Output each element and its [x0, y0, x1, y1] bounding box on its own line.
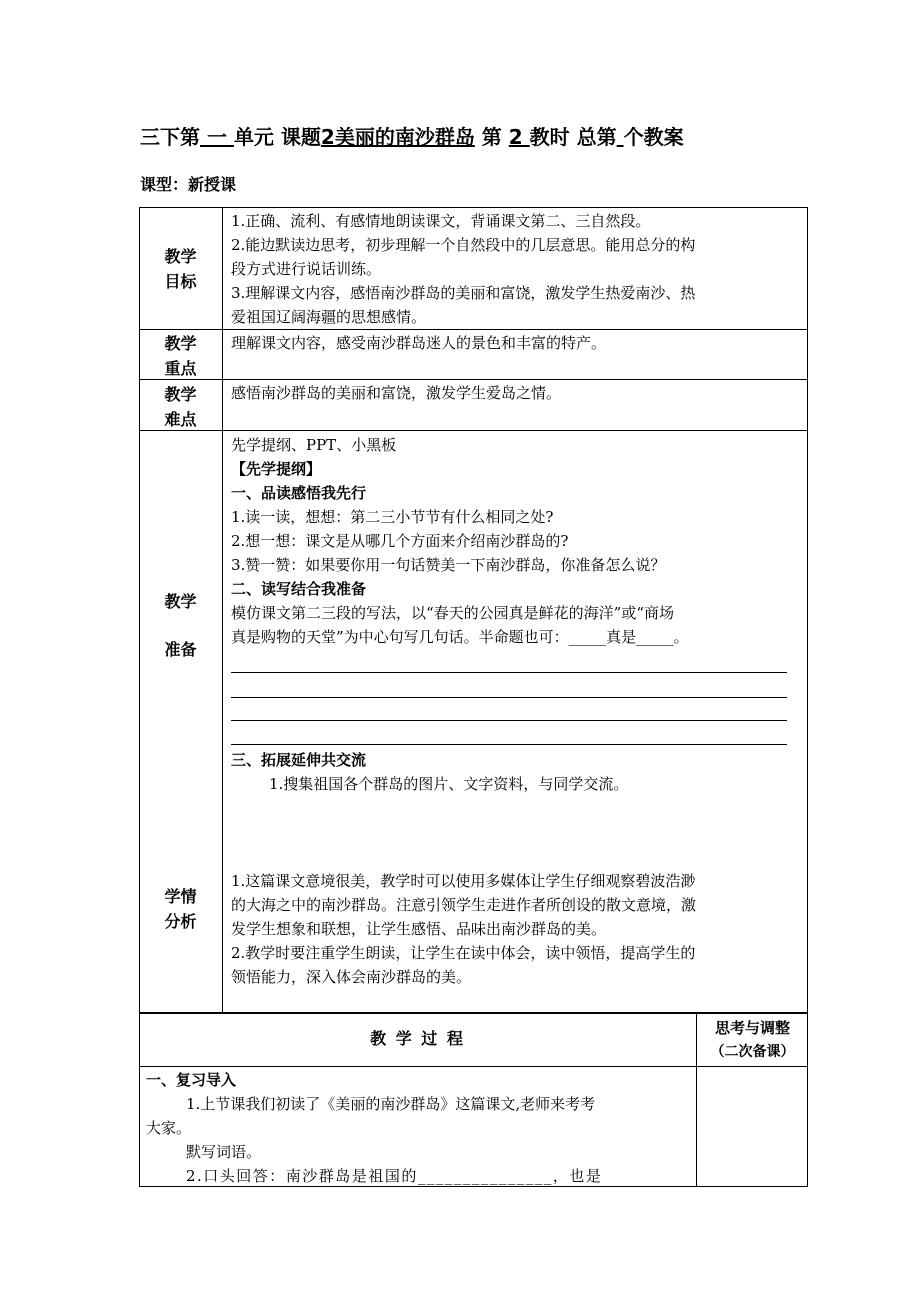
process-line: 1.上节课我们初读了《美丽的南沙群岛》这篇课文,老师来考考 [186, 1095, 596, 1113]
goal-line: 段方式进行说话训练。 [231, 260, 382, 278]
process-section-1: 一、复习导入 [146, 1071, 237, 1089]
writing-task: 真是购物的天堂”为中心句写几句话。半命题也可：_____真是_____。 [231, 628, 689, 646]
label-column-divider [222, 207, 223, 1013]
lesson-type: 课型：新授课 [140, 175, 237, 194]
row-divider-difficulty [139, 430, 808, 431]
outline-question: 1.读一读，想想：第二三小节节有什么相同之处? [231, 508, 554, 526]
writing-line [231, 720, 787, 721]
outline-question: 2.想一想：课文是从哪几个方面来介绍南沙群岛的? [231, 532, 569, 550]
unit-number: 一 [200, 125, 234, 149]
analysis-line: 发学生想象和联想，让学生感悟、品味出南沙群岛的美。 [231, 920, 607, 938]
prep-label-top: 教学 [164, 592, 197, 611]
goal-line: 2.能边默读边思考，初步理解一个自然段中的几层意思。能用总分的构 [231, 236, 696, 254]
analysis-line: 2.教学时要注重学生朗读，让学生在读中体会，读中领悟，提高学生的 [231, 944, 696, 962]
goals-label: 教学 目标 [164, 247, 197, 291]
prep-label-bottom: 准备 [164, 640, 197, 659]
prep-extension [231, 748, 803, 796]
period-number: 2 [508, 125, 530, 149]
outline-section-1: 一、品读感悟我先行 [231, 484, 367, 502]
title-part-2: 单元 课题 [233, 125, 321, 149]
title-part-3: 第 [474, 125, 509, 149]
writing-task: 模仿课文第二三段的写法，以“春天的公园真是鲜花的海洋”或“商场 [231, 604, 675, 622]
process-header: 教 学 过 程 [370, 1029, 465, 1048]
prep-content [231, 433, 803, 649]
extension-task: 1.搜集祖国各个群岛的图片、文字资料，与同学交流。 [269, 775, 629, 793]
goals-content [231, 209, 803, 329]
process-content [146, 1068, 691, 1188]
lesson-plan-title [140, 121, 840, 150]
analysis-label: 学情 分析 [164, 887, 197, 931]
title-part-1: 三下第 [140, 125, 200, 149]
analysis-line: 的大海之中的南沙群岛。注意引领学生走进作者所创设的散文意境，激 [231, 896, 697, 914]
key-point-label: 教学 重点 [164, 334, 197, 378]
side-header-line-2: （二次备课） [710, 1044, 795, 1060]
analysis-content [231, 869, 803, 989]
process-line: 大家。 [146, 1119, 192, 1137]
writing-line [231, 672, 787, 673]
process-line: 默写词语。 [186, 1143, 262, 1161]
difficulty-content: 感悟南沙群岛的美丽和富饶，激发学生爱岛之情。 [231, 384, 562, 402]
analysis-line: 1.这篇课文意境很美，教学时可以使用多媒体让学生仔细观察碧波浩渺 [231, 872, 696, 890]
goal-line: 3.理解课文内容，感悟南沙群岛的美丽和富饶，激发学生热爱南沙、热 [231, 284, 696, 302]
outline-section-2: 二、读写结合我准备 [231, 580, 367, 598]
goal-line: 爱祖国辽阔海疆的思想感情。 [231, 308, 427, 326]
process-header-divider [139, 1066, 808, 1067]
lesson-topic: 2美丽的南沙群岛 [320, 125, 475, 149]
outline-question: 3.赞一赞：如果要你用一句话赞美一下南沙群岛，你准备怎么说？ [231, 556, 666, 574]
row-divider-key [139, 379, 808, 380]
title-part-5: 个教案 [623, 125, 684, 149]
process-line: 2.口头回答：南沙群岛是祖国的_______________，也是 [186, 1167, 603, 1185]
writing-line [231, 697, 787, 698]
total-number [617, 125, 624, 149]
goal-line: 1.正确、流利、有感情地朗读课文，背诵课文第二、三自然段。 [231, 212, 651, 230]
row-divider-goals [139, 329, 808, 330]
difficulty-label: 教学 难点 [164, 385, 197, 429]
analysis-line: 领悟能力，深入体会南沙群岛的美。 [231, 968, 472, 986]
outline-title: 【先学提纲】 [231, 460, 322, 478]
writing-line [231, 744, 787, 745]
prep-materials: 先学提纲、PPT、小黑板 [231, 436, 397, 454]
side-header-line-1: 思考与调整 [714, 1019, 790, 1037]
key-point-content: 理解课文内容，感受南沙群岛迷人的景色和丰富的特产。 [231, 334, 607, 352]
title-part-4: 教时 总第 [529, 125, 617, 149]
outline-section-3: 三、拓展延伸共交流 [231, 751, 367, 769]
